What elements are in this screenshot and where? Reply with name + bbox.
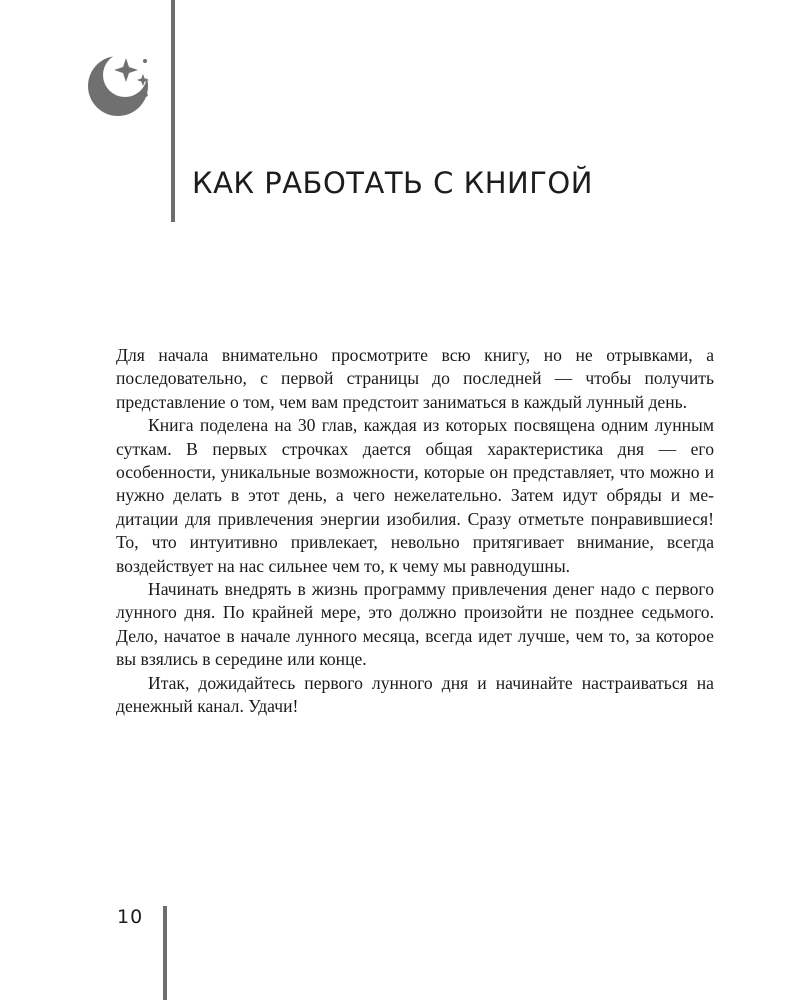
moon-stars-icon bbox=[80, 52, 160, 122]
chapter-title: КАК РАБОТАТЬ С КНИГОЙ bbox=[192, 166, 593, 200]
crescent-moon-shape bbox=[88, 56, 148, 116]
paragraph-2: Книга поделена на 30 глав, каждая из которых посвящена одним лунным суткам. В первых строчках дается общая характеристика дня — его особенности, уникальные возможности, которые он представляет, что можно и нужно делать в этот день, а чего нежелательно. Затем идут обряды и медитации для привлечения энергии изобилия. Сразу отметьте понравившиеся! То, что интуитивно привлекает, невольно притягивает внимание, всегда воздействует на нас сильнее чем то, к чему мы равнодушны. bbox=[116, 415, 714, 576]
bottom-vertical-rule bbox=[163, 906, 167, 1000]
dot-star-shape bbox=[143, 59, 147, 63]
dot-star-shape bbox=[144, 93, 148, 97]
paragraph-4: Итак, дожидайтесь первого лунного дня и начинайте настраиваться на денежный канал. Удачи! bbox=[116, 672, 714, 717]
top-vertical-rule bbox=[171, 0, 175, 222]
page-number: 10 bbox=[117, 906, 144, 928]
body-text bbox=[116, 344, 714, 719]
paragraph-1: Для начала внимательно просмотрите всю книгу, но не отрывками, а последовательно, с первой страницы до последней — чтобы получить представление о том, чем вам предстоит заниматься в каждый лунный день. bbox=[116, 345, 714, 412]
paragraph-3: Начинать внедрять в жизнь программу привлечения денег надо с первого лунного дня. По крайней мере, это должно произойти не позднее седьмого. Дело, начатое в начале лунного месяца, всегда идет лучше, чем то, за которое вы взялись в середине или конце. bbox=[116, 579, 714, 670]
